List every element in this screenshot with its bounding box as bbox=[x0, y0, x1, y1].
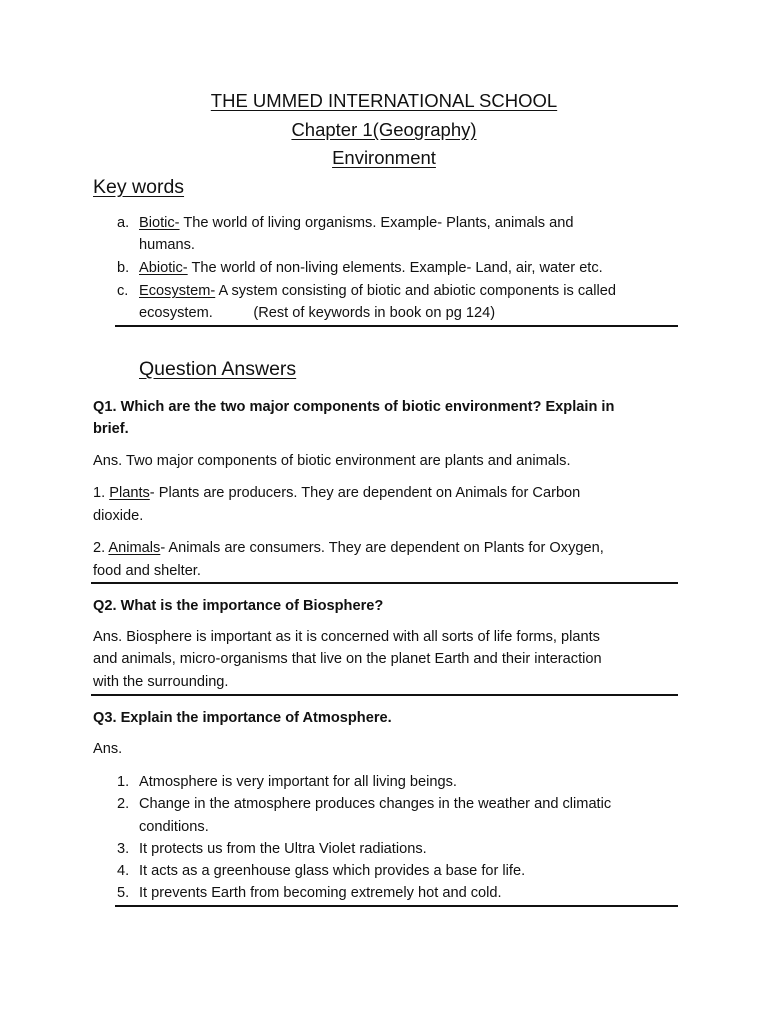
q3-point-3: It protects us from the Ultra Violet radiations. bbox=[139, 841, 427, 857]
keyword-marker-c: c. bbox=[117, 283, 129, 299]
keyword-biotic-cont: humans. bbox=[139, 237, 195, 253]
q1-answer: Ans. Two major components of biotic environment are plants and animals. bbox=[93, 453, 571, 469]
q3-point-4: It acts as a greenhouse glass which provides a base for life. bbox=[139, 863, 526, 879]
keyword-term: Abiotic- bbox=[139, 260, 188, 276]
q1-point-plants-cont: dioxide. bbox=[93, 508, 144, 524]
q2-divider bbox=[91, 694, 678, 696]
q1-question: Q1. Which are the two major components of biotic environment? Explain in bbox=[93, 399, 615, 415]
keyword-term: Ecosystem- bbox=[139, 283, 216, 299]
q3-answer-label: Ans. bbox=[93, 741, 123, 757]
keyword-definition: The world of living organisms. Example- Plants, animals and bbox=[179, 215, 574, 231]
q3-question: Q3. Explain the importance of Atmosphere. bbox=[93, 710, 392, 726]
keyword-ecosystem-cont: ecosystem. (Rest of keywords in book on pg 124) bbox=[139, 305, 496, 321]
keyword-abiotic bbox=[139, 257, 679, 280]
q3-point-1: Atmosphere is very important for all living beings. bbox=[139, 774, 457, 790]
keyword-definition: The world of non-living elements. Example- Land, air, water etc. bbox=[187, 260, 603, 276]
point-text: - Animals are consumers. They are dependent on Plants for Oxygen, bbox=[160, 540, 604, 556]
q3-point-number: 4. bbox=[117, 863, 130, 879]
point-number: 2. bbox=[93, 540, 109, 556]
point-text: - Plants are producers. They are dependent on Animals for Carbon bbox=[149, 485, 581, 501]
qa-heading: Question Answers bbox=[139, 358, 297, 380]
school-title bbox=[0, 90, 768, 112]
q1-point-animals-cont: food and shelter. bbox=[93, 563, 201, 579]
q3-point-number: 5. bbox=[117, 885, 130, 901]
q1-question-cont: brief. bbox=[93, 421, 129, 437]
keyword-ecosystem bbox=[139, 280, 675, 303]
keyword-marker-a: a. bbox=[117, 215, 130, 231]
q1-point-plants bbox=[93, 482, 675, 505]
keyword-biotic bbox=[139, 212, 675, 235]
topic-name: Environment bbox=[332, 147, 436, 168]
topic-title bbox=[0, 147, 768, 169]
keywords-heading: Key words bbox=[93, 176, 185, 198]
point-term: Animals bbox=[108, 540, 161, 556]
q3-point-2: Change in the atmosphere produces changes in the weather and climatic bbox=[139, 796, 612, 812]
q2-answer-line3: with the surrounding. bbox=[93, 674, 229, 690]
q1-divider bbox=[91, 582, 678, 584]
q3-point-number: 2. bbox=[117, 796, 130, 812]
keyword-definition: A system consisting of biotic and abiotic components is called bbox=[215, 283, 616, 299]
q3-point-number: 3. bbox=[117, 841, 130, 857]
q3-point-5: It prevents Earth from becoming extremely hot and cold. bbox=[139, 885, 502, 901]
q3-point-number: 1. bbox=[117, 774, 130, 790]
q3-divider bbox=[115, 905, 678, 907]
q2-answer-line1: Ans. Biosphere is important as it is concerned with all sorts of life forms, plants bbox=[93, 629, 600, 645]
section-divider bbox=[115, 325, 678, 327]
point-term: Plants bbox=[109, 485, 150, 501]
q2-answer-line2: and animals, micro-organisms that live on the planet Earth and their interaction bbox=[93, 651, 602, 667]
q2-question: Q2. What is the importance of Biosphere? bbox=[93, 598, 384, 614]
q1-point-animals bbox=[93, 537, 675, 560]
q3-point-2-cont: conditions. bbox=[139, 819, 209, 835]
chapter-title bbox=[0, 119, 768, 141]
keyword-marker-b: b. bbox=[117, 260, 130, 276]
chapter-name: Chapter 1(Geography) bbox=[291, 119, 477, 140]
point-number: 1. bbox=[93, 485, 110, 501]
keyword-term: Biotic- bbox=[139, 215, 180, 231]
school-name: THE UMMED INTERNATIONAL SCHOOL bbox=[210, 90, 558, 111]
